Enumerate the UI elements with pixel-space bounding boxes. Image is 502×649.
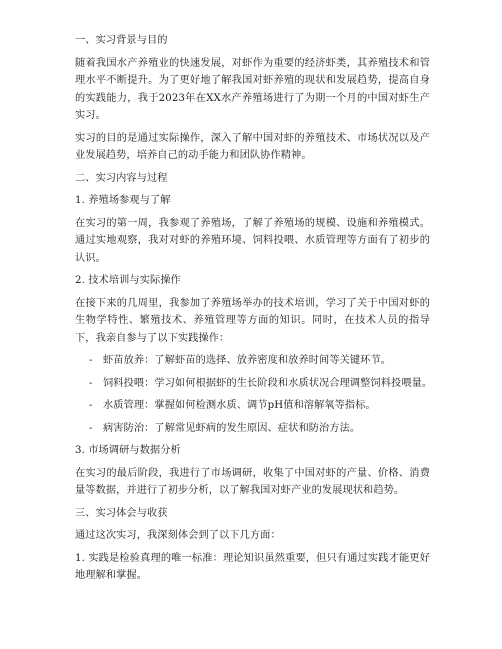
market-paragraph: 在实习的最后阶段，我进行了市场调研，收集了中国对虾的产量、价格、消费量等数据，并进行了初步分析，以了解我国对虾产业的发展现状和趋势。: [75, 467, 430, 496]
list-item-text: 水质管理：掌握如何检测水质、调节pH值和溶解氧等指标。: [103, 400, 376, 411]
bullet-marker: -: [89, 400, 93, 411]
list-item: [89, 420, 430, 438]
list-item-text: 病害防治：了解常见虾病的发生原因、症状和防治方法。: [103, 422, 361, 434]
bullet-marker: -: [89, 377, 93, 389]
visit-paragraph: 在实习的第一周，我参观了养殖场，了解了养殖场的规模、设施和养殖模式。通过实地观察，我对对虾的养殖环境、饲料投喂、水质管理等方面有了初步的认识。: [75, 217, 430, 264]
list-item: [89, 375, 433, 393]
item-title-market: 3. 市场调研与数据分析: [75, 445, 181, 456]
list-item: [89, 397, 430, 415]
bullet-marker: -: [89, 422, 93, 434]
background-paragraph: 随着我国水产养殖业的快速发展，对虾作为重要的经济虾类，其养殖技术和管理水平不断提升。为了更好地了解我国对虾养殖的现状和发展趋势，提高自身的实践能力，我于2023年在XX水产养殖场进行了为期一个月的中国对虾生产实习。: [75, 57, 430, 121]
reflection-item-1: 1. 实践是检验真理的唯一标准：理论知识虽然重要，但只有通过实践才能更好地理解和掌握。: [75, 552, 430, 581]
section-heading-background: 一、实习背景与目的: [75, 35, 168, 46]
list-item-text: 饲料投喂：学习如何根据虾的生长阶段和水质状况合理调整饲料投喂量。: [103, 377, 433, 389]
document-body: [75, 32, 433, 590]
item-title-visit: 1. 养殖场参观与了解: [75, 195, 171, 206]
list-item-text: 虾苗放养：了解虾苗的选择、放养密度和放养时间等关键环节。: [103, 355, 392, 366]
purpose-paragraph: 实习的目的是通过实际操作，深入了解中国对虾的养殖技术、市场状况以及产业发展趋势，培养自己的动手能力和团队协作精神。: [75, 132, 430, 161]
section-heading-reflection: 三、实习体会与收获: [75, 507, 168, 519]
list-item: [89, 352, 430, 370]
practice-list: [75, 352, 433, 437]
bullet-marker: -: [89, 355, 93, 366]
training-paragraph: 在接下来的几周里，我参加了养殖场举办的技术培训，学习了关于中国对虾的生物学特性、繁殖技术、养殖管理等方面的知识。同时，在技术人员的指导下，我亲自参与了以下实践操作：: [75, 297, 430, 344]
section-heading-content: 二、实习内容与过程: [75, 172, 168, 184]
reflection-intro-paragraph: 通过这次实习，我深刻体会到了以下几方面：: [75, 530, 281, 541]
item-title-training: 2. 技术培训与实际操作: [75, 275, 181, 286]
